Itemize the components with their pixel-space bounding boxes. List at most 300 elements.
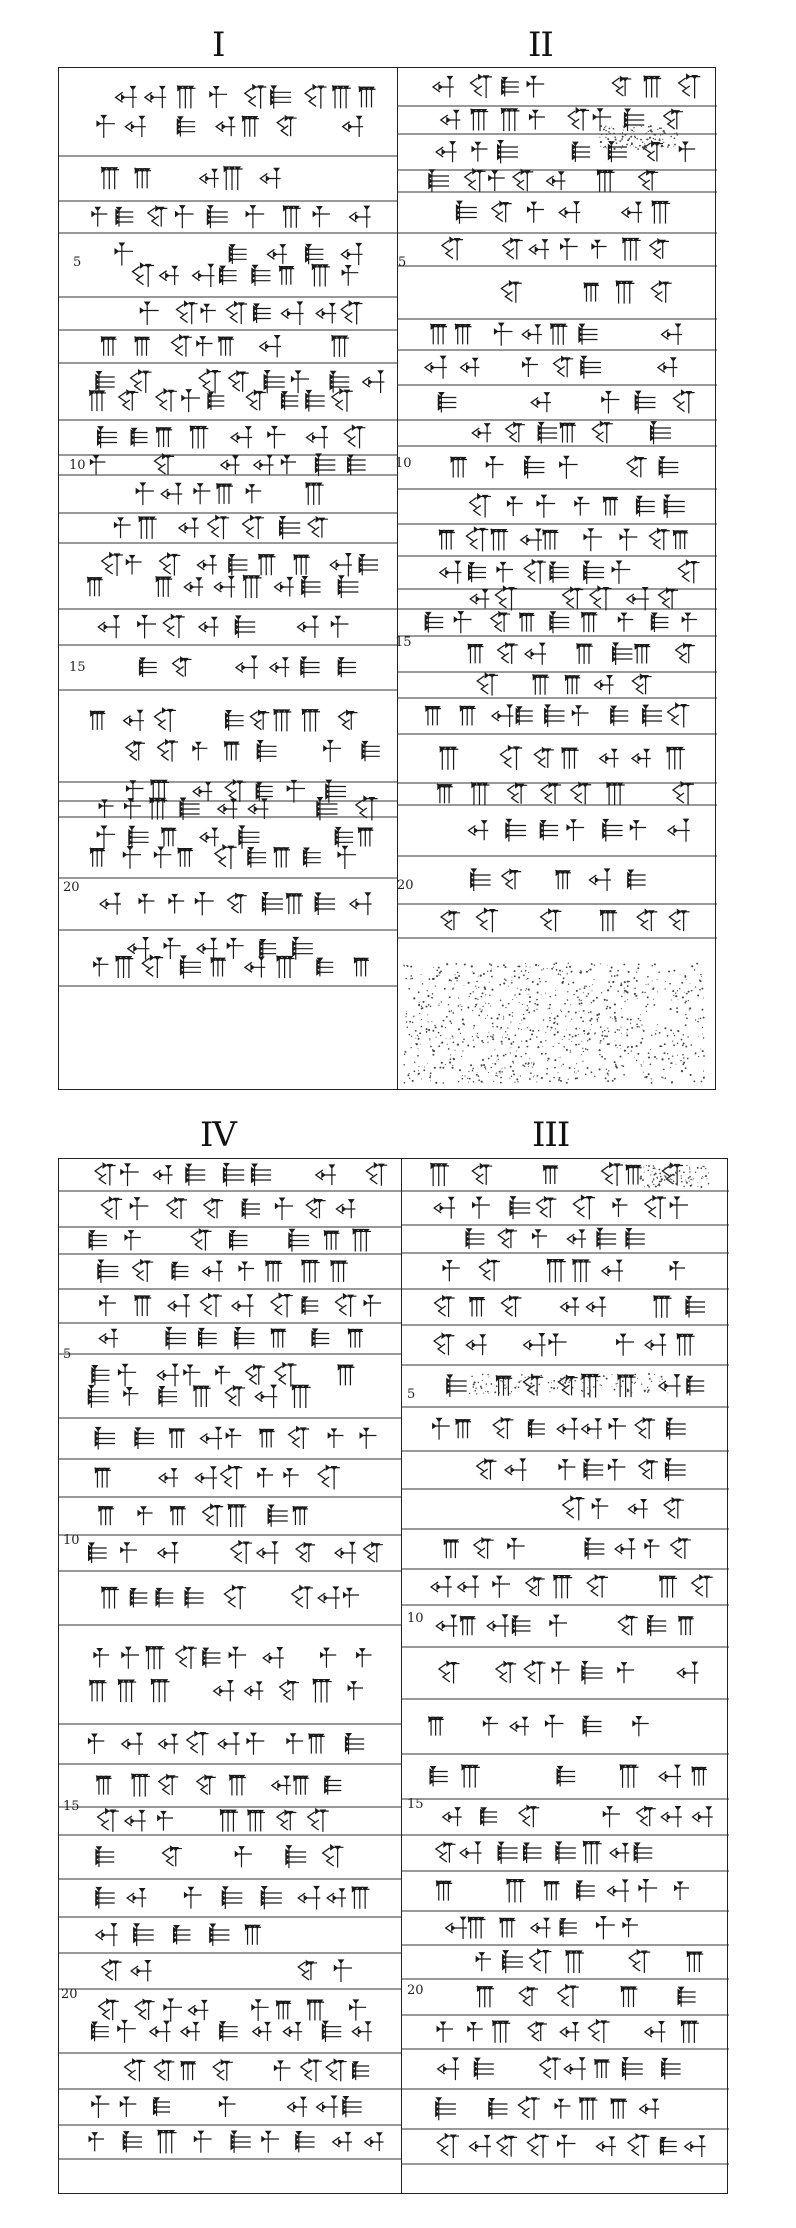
cuneiform-sign bbox=[524, 1334, 546, 1357]
cuneiform-sign bbox=[472, 142, 487, 161]
cuneiform-sign bbox=[201, 1294, 222, 1317]
cuneiform-sign bbox=[268, 1505, 288, 1527]
cuneiform-sign bbox=[530, 110, 545, 129]
cuneiform-sign bbox=[231, 1541, 252, 1564]
cuneiform-sign bbox=[127, 1889, 146, 1908]
cuneiform-sign bbox=[102, 1960, 122, 1981]
cuneiform-sign bbox=[679, 74, 701, 98]
cuneiform-sign bbox=[306, 1198, 325, 1218]
cuneiform-sign bbox=[301, 2059, 322, 2082]
cuneiform-sign bbox=[664, 109, 683, 129]
cuneiform-sign bbox=[239, 826, 259, 849]
cuneiform-sign bbox=[96, 372, 115, 393]
cuneiform-sign bbox=[544, 1166, 559, 1184]
cuneiform-sign bbox=[468, 1917, 485, 1938]
cuneiform-sign bbox=[545, 705, 565, 727]
cuneiform-sign bbox=[190, 426, 208, 448]
cuneiform-sign bbox=[670, 1197, 688, 1219]
cuneiform-sign bbox=[609, 1419, 626, 1440]
cuneiform-sign bbox=[92, 2096, 109, 2118]
cuneiform-sign bbox=[639, 170, 658, 190]
cuneiform-sign bbox=[502, 869, 521, 889]
cuneiform-sign bbox=[628, 1500, 647, 1519]
cuneiform-sign bbox=[364, 1295, 381, 1316]
cuneiform-sign bbox=[581, 356, 601, 378]
cuneiform-sign bbox=[651, 422, 671, 445]
cuneiform-sign bbox=[191, 1229, 211, 1250]
cuneiform-sign bbox=[554, 1575, 572, 1598]
cuneiform-sign bbox=[254, 455, 274, 475]
cuneiform-sign bbox=[602, 1163, 623, 1186]
cuneiform-sign bbox=[258, 1468, 273, 1487]
cuneiform-sign bbox=[632, 674, 651, 694]
cuneiform-sign bbox=[229, 245, 246, 264]
cuneiform-sign bbox=[123, 847, 141, 869]
cuneiform-sign bbox=[586, 1297, 606, 1317]
cuneiform-sign bbox=[571, 783, 591, 805]
cuneiform-sign bbox=[252, 265, 270, 286]
cuneiform-sign bbox=[527, 76, 544, 97]
cuneiform-sign bbox=[664, 495, 685, 518]
cuneiform-sign bbox=[627, 588, 649, 611]
cuneiform-sign bbox=[350, 2000, 367, 2021]
cuneiform-sign bbox=[468, 821, 488, 841]
cuneiform-sign bbox=[362, 741, 380, 761]
cuneiform-sign bbox=[508, 1538, 525, 1559]
cuneiform-sign bbox=[298, 1887, 320, 1910]
cuneiform-sign bbox=[259, 555, 276, 576]
cuneiform-sign bbox=[425, 356, 447, 379]
cuneiform-sign bbox=[502, 1296, 522, 1317]
cuneiform-sign bbox=[437, 2134, 459, 2158]
cuneiform-sign bbox=[692, 1767, 707, 1785]
cuneiform-sign bbox=[162, 828, 177, 846]
cuneiform-sign bbox=[662, 2059, 681, 2080]
cuneiform-sign bbox=[679, 142, 695, 162]
cuneiform-sign bbox=[426, 706, 441, 725]
cuneiform-sign bbox=[312, 265, 329, 287]
cuneiform-sign bbox=[164, 938, 181, 959]
cuneiform-sign bbox=[676, 643, 695, 663]
cuneiform-sign bbox=[335, 827, 353, 847]
cuneiform-sign bbox=[221, 456, 240, 474]
cuneiform-sign bbox=[218, 1733, 240, 1755]
cuneiform-sign bbox=[634, 1843, 652, 1863]
cuneiform-sign bbox=[612, 561, 630, 584]
cuneiform-sign bbox=[457, 201, 477, 224]
cuneiform-sign bbox=[257, 741, 276, 762]
cuneiform-sign bbox=[498, 1229, 517, 1248]
cuneiform-sign bbox=[158, 740, 178, 762]
cuneiform-sign bbox=[519, 1806, 539, 1828]
cuneiform-sign bbox=[567, 820, 584, 841]
cuneiform-sign bbox=[122, 1647, 139, 1669]
cuneiform-sign bbox=[589, 869, 610, 891]
cuneiform-sign bbox=[652, 201, 670, 223]
cuneiform-sign bbox=[436, 2098, 456, 2120]
cuneiform-sign bbox=[231, 427, 252, 448]
cuneiform-sign bbox=[227, 302, 248, 324]
cuneiform-sign bbox=[312, 1329, 329, 1348]
cuneiform-sign bbox=[226, 1429, 241, 1448]
cuneiform-sign bbox=[321, 1648, 337, 1668]
cuneiform-sign bbox=[116, 956, 133, 978]
cuneiform-sign bbox=[246, 206, 264, 229]
cuneiform-sign bbox=[232, 1295, 254, 1317]
cuneiform-sign bbox=[317, 958, 333, 976]
cuneiform-sign bbox=[584, 561, 604, 584]
line-number-col3-15: 15 bbox=[407, 1797, 424, 1812]
cuneiform-sign bbox=[651, 281, 671, 303]
cuneiform-sign bbox=[203, 1504, 223, 1526]
cuneiform-sign bbox=[597, 170, 614, 191]
cuneiform-sign bbox=[230, 1231, 248, 1251]
cuneiform-sign bbox=[437, 2022, 453, 2042]
cuneiform-sign bbox=[334, 1960, 352, 1982]
cuneiform-sign bbox=[222, 1887, 242, 1909]
cuneiform-sign bbox=[437, 1881, 453, 1900]
cuneiform-sign bbox=[229, 555, 248, 576]
cuneiform-sign bbox=[172, 335, 192, 357]
cuneiform-sign bbox=[491, 529, 508, 550]
cuneiform-sign bbox=[679, 1617, 694, 1636]
cuneiform-sign bbox=[439, 530, 454, 549]
cuneiform-sign bbox=[673, 782, 694, 805]
cuneiform-sign bbox=[90, 848, 105, 866]
cuneiform-sign bbox=[193, 264, 215, 287]
cuneiform-sign bbox=[185, 1588, 203, 1609]
cuneiform-sign bbox=[348, 455, 366, 475]
cuneiform-sign bbox=[332, 336, 349, 357]
cuneiform-sign bbox=[584, 1459, 603, 1480]
cuneiform-sign bbox=[552, 1662, 569, 1684]
cuneiform-sign bbox=[573, 1195, 595, 1219]
cuneiform-sign bbox=[441, 110, 461, 129]
cuneiform-sign bbox=[308, 2000, 325, 2021]
cuneiform-sign bbox=[120, 2097, 136, 2117]
cuneiform-sign bbox=[546, 1715, 564, 1737]
cuneiform-sign bbox=[229, 371, 249, 392]
cuneiform-sign bbox=[461, 1617, 476, 1636]
cuneiform-sign bbox=[335, 1542, 356, 1563]
cuneiform-sign bbox=[500, 1918, 515, 1937]
line-number-col4-15: 15 bbox=[63, 1799, 80, 1814]
cuneiform-sign bbox=[195, 1467, 217, 1489]
cuneiform-sign bbox=[248, 1810, 265, 1831]
cuneiform-sign bbox=[659, 588, 679, 609]
cuneiform-sign bbox=[219, 2097, 235, 2117]
cuneiform-sign bbox=[575, 497, 590, 515]
cuneiform-sign bbox=[582, 1374, 601, 1397]
cuneiform-sign bbox=[460, 706, 475, 725]
cuneiform-sign bbox=[434, 1334, 454, 1356]
cuneiform-sign bbox=[309, 1734, 325, 1753]
cuneiform-sign bbox=[461, 358, 480, 376]
cuneiform-sign bbox=[267, 245, 286, 264]
cuneiform-sign bbox=[99, 1507, 114, 1526]
cuneiform-sign bbox=[341, 244, 362, 266]
cuneiform-sign bbox=[602, 1260, 623, 1282]
cuneiform-sign bbox=[286, 1846, 306, 1869]
cuneiform-sign bbox=[584, 283, 599, 301]
cuneiform-sign bbox=[602, 392, 620, 414]
cuneiform-sign bbox=[199, 617, 218, 636]
cuneiform-sign bbox=[274, 2061, 290, 2081]
cuneiform-sign bbox=[474, 1538, 494, 1559]
cuneiform-sign bbox=[318, 1587, 339, 1609]
cuneiform-sign bbox=[201, 304, 216, 322]
cuneiform-sign bbox=[275, 1198, 292, 1220]
cuneiform-sign bbox=[644, 76, 661, 97]
cuneiform-sign bbox=[469, 563, 487, 582]
cuneiform-sign bbox=[582, 1419, 602, 1439]
cuneiform-sign bbox=[298, 1961, 317, 1980]
cuneiform-sign bbox=[98, 1809, 119, 1832]
cuneiform-sign bbox=[313, 1679, 332, 1702]
cuneiform-sign bbox=[678, 1987, 696, 2006]
cuneiform-sign bbox=[131, 428, 147, 446]
cuneiform-sign bbox=[327, 1889, 346, 1907]
cuneiform-sign bbox=[255, 1385, 277, 1408]
cuneiform-sign bbox=[146, 1647, 164, 1670]
cuneiform-sign bbox=[645, 1540, 659, 1558]
cuneiform-sign bbox=[456, 324, 472, 344]
cuneiform-sign bbox=[208, 516, 229, 540]
cuneiform-sign bbox=[365, 2133, 384, 2151]
cuneiform-sign bbox=[154, 2060, 174, 2081]
cuneiform-sign bbox=[632, 749, 651, 767]
cuneiform-sign bbox=[252, 1164, 272, 1186]
cuneiform-sign bbox=[560, 423, 576, 443]
cuneiform-sign bbox=[89, 1231, 107, 1251]
cuneiform-sign bbox=[431, 324, 447, 344]
cuneiform-sign bbox=[338, 846, 356, 869]
cuneiform-sign bbox=[220, 266, 237, 285]
cuneiform-sign bbox=[520, 613, 535, 631]
cuneiform-sign bbox=[681, 2021, 699, 2043]
cuneiform-sign bbox=[595, 2060, 610, 2078]
cuneiform-sign bbox=[204, 1198, 223, 1218]
cuneiform-sign bbox=[163, 1846, 182, 1866]
cuneiform-sign bbox=[225, 1386, 245, 1407]
cuneiform-sign bbox=[95, 1163, 116, 1185]
cuneiform-sign bbox=[95, 1468, 111, 1487]
cuneiform-sign bbox=[125, 1231, 141, 1251]
cuneiform-sign bbox=[260, 168, 280, 188]
cuneiform-sign bbox=[264, 371, 284, 394]
cuneiform-sign bbox=[254, 304, 271, 323]
cuneiform-sign bbox=[521, 529, 542, 551]
cuneiform-sign bbox=[159, 1734, 179, 1753]
cuneiform-sign bbox=[557, 1418, 578, 1439]
cuneiform-sign bbox=[564, 2058, 586, 2080]
cuneiform-sign bbox=[360, 1428, 376, 1448]
cuneiform-sign bbox=[199, 369, 221, 393]
cuneiform-sign bbox=[472, 424, 491, 443]
cuneiform-sign bbox=[359, 555, 378, 576]
cuneiform-sign bbox=[471, 109, 488, 130]
line-number-col3-5: 5 bbox=[407, 1387, 416, 1402]
cuneiform-sign bbox=[203, 1648, 221, 1668]
column-header-II: II bbox=[528, 25, 553, 65]
lower-tablet-cuneiform bbox=[59, 1159, 796, 2195]
cuneiform-sign bbox=[200, 169, 219, 187]
cuneiform-sign bbox=[124, 710, 144, 731]
cuneiform-sign bbox=[94, 958, 109, 976]
cuneiform-sign bbox=[245, 957, 265, 978]
cuneiform-sign bbox=[160, 553, 181, 575]
cuneiform-sign bbox=[618, 613, 633, 632]
cuneiform-sign bbox=[316, 304, 336, 324]
cuneiform-sign bbox=[194, 484, 210, 504]
cuneiform-sign bbox=[686, 1296, 705, 1317]
cuneiform-sign bbox=[292, 1586, 313, 1609]
cuneiform-sign bbox=[551, 324, 568, 345]
cuneiform-sign bbox=[260, 1429, 275, 1447]
cuneiform-sign bbox=[435, 1296, 455, 1317]
cuneiform-sign bbox=[236, 656, 258, 679]
cuneiform-sign bbox=[470, 1297, 485, 1316]
cuneiform-sign bbox=[341, 301, 362, 324]
cuneiform-sign bbox=[357, 1649, 372, 1668]
cuneiform-sign bbox=[243, 576, 261, 598]
cuneiform-sign bbox=[622, 2058, 642, 2080]
cuneiform-sign bbox=[483, 1717, 498, 1735]
cuneiform-sign bbox=[608, 1459, 625, 1480]
cuneiform-sign bbox=[246, 390, 265, 410]
cuneiform-sign bbox=[100, 1296, 116, 1316]
cuneiform-sign bbox=[582, 1662, 603, 1685]
cuneiform-sign bbox=[348, 1682, 363, 1701]
cuneiform-sign bbox=[268, 426, 286, 448]
line-number-col1-5: 5 bbox=[73, 255, 82, 270]
cuneiform-sign bbox=[635, 644, 650, 663]
cuneiform-sign bbox=[443, 1808, 462, 1827]
line-number-col2-15: 15 bbox=[395, 635, 412, 650]
cuneiform-sign bbox=[256, 782, 273, 800]
cuneiform-sign bbox=[671, 1538, 691, 1559]
cuneiform-sign bbox=[549, 1334, 566, 1356]
cuneiform-sign bbox=[114, 518, 130, 538]
cuneiform-sign bbox=[492, 201, 512, 222]
cuneiform-sign bbox=[225, 780, 245, 802]
cuneiform-sign bbox=[611, 706, 629, 725]
cuneiform-sign bbox=[246, 1365, 265, 1385]
cuneiform-sign bbox=[323, 1845, 344, 1868]
cuneiform-sign bbox=[650, 239, 669, 259]
cuneiform-sign bbox=[436, 1615, 457, 1637]
cuneiform-sign bbox=[98, 616, 120, 638]
cuneiform-sign bbox=[667, 747, 685, 769]
cuneiform-sign bbox=[167, 1198, 187, 1219]
cuneiform-sign bbox=[495, 586, 517, 610]
cuneiform-sign bbox=[654, 1296, 671, 1318]
line-number-col4-10: 10 bbox=[63, 1533, 80, 1548]
cuneiform-sign bbox=[592, 1499, 608, 1519]
cuneiform-sign bbox=[96, 1847, 114, 1867]
cuneiform-sign bbox=[339, 710, 358, 729]
cuneiform-sign bbox=[160, 266, 179, 285]
cuneiform-sign bbox=[431, 1164, 449, 1186]
cuneiform-sign bbox=[366, 1163, 387, 1186]
cuneiform-sign bbox=[89, 1734, 105, 1754]
cuneiform-sign bbox=[179, 518, 199, 538]
cuneiform-sign bbox=[187, 1731, 209, 1755]
cuneiform-sign bbox=[133, 1260, 154, 1282]
cuneiform-sign bbox=[228, 893, 247, 913]
cuneiform-sign bbox=[447, 1375, 467, 1397]
cuneiform-sign bbox=[587, 1575, 608, 1597]
cuneiform-sign bbox=[550, 1615, 567, 1636]
cuneiform-sign bbox=[559, 202, 580, 224]
cuneiform-sign bbox=[335, 1294, 356, 1317]
cuneiform-sign bbox=[588, 2020, 609, 2043]
cuneiform-sign bbox=[568, 108, 589, 130]
cuneiform-sign bbox=[429, 1717, 444, 1735]
cuneiform-sign bbox=[585, 1538, 604, 1559]
cuneiform-sign bbox=[130, 1589, 147, 1608]
cuneiform-sign bbox=[550, 562, 569, 583]
cuneiform-sign bbox=[442, 237, 463, 260]
cuneiform-sign bbox=[302, 1260, 320, 1282]
cuneiform-sign bbox=[441, 911, 460, 931]
cuneiform-sign bbox=[630, 821, 646, 841]
cuneiform-sign bbox=[135, 1428, 154, 1449]
cuneiform-sign bbox=[497, 2135, 517, 2156]
upper-tablet bbox=[58, 67, 716, 1090]
cuneiform-sign bbox=[99, 1999, 119, 2020]
line-number-col2-5: 5 bbox=[398, 255, 407, 270]
cuneiform-sign bbox=[292, 1385, 310, 1408]
cuneiform-sign bbox=[227, 938, 243, 958]
cuneiform-sign bbox=[545, 1881, 560, 1900]
cuneiform-sign bbox=[477, 1986, 494, 2007]
cuneiform-sign bbox=[243, 516, 264, 540]
column-header-IV: IV bbox=[200, 1115, 236, 1155]
cuneiform-sign bbox=[217, 484, 233, 504]
cuneiform-sign bbox=[332, 389, 353, 412]
cuneiform-sign bbox=[164, 1999, 182, 2022]
cuneiform-sign bbox=[89, 1543, 107, 1563]
cuneiform-sign bbox=[331, 1261, 348, 1282]
cuneiform-sign bbox=[287, 1734, 303, 1754]
cuneiform-sign bbox=[157, 1364, 179, 1386]
cuneiform-sign bbox=[302, 710, 320, 732]
cuneiform-sign bbox=[554, 357, 574, 378]
cuneiform-sign bbox=[572, 706, 588, 726]
cuneiform-sign bbox=[159, 1469, 178, 1488]
cuneiform-sign bbox=[181, 2022, 200, 2040]
cuneiform-sign bbox=[252, 2000, 269, 2021]
cuneiform-sign bbox=[353, 2062, 369, 2080]
cuneiform-sign bbox=[136, 483, 154, 505]
cuneiform-sign bbox=[496, 1662, 516, 1684]
cuneiform-sign bbox=[338, 576, 358, 598]
cuneiform-sign bbox=[289, 1427, 310, 1449]
cuneiform-sign bbox=[275, 577, 294, 596]
cuneiform-sign bbox=[685, 2136, 706, 2157]
cuneiform-sign bbox=[531, 1918, 551, 1937]
cuneiform-sign bbox=[294, 1776, 309, 1795]
cuneiform-sign bbox=[95, 1427, 115, 1449]
cuneiform-sign bbox=[283, 206, 300, 228]
cuneiform-sign bbox=[612, 77, 631, 96]
cuneiform-sign bbox=[466, 1229, 484, 1249]
cuneiform-sign bbox=[431, 1576, 452, 1597]
cuneiform-sign bbox=[102, 1587, 119, 1608]
cuneiform-sign bbox=[90, 1680, 107, 1701]
cuneiform-sign bbox=[502, 77, 519, 96]
